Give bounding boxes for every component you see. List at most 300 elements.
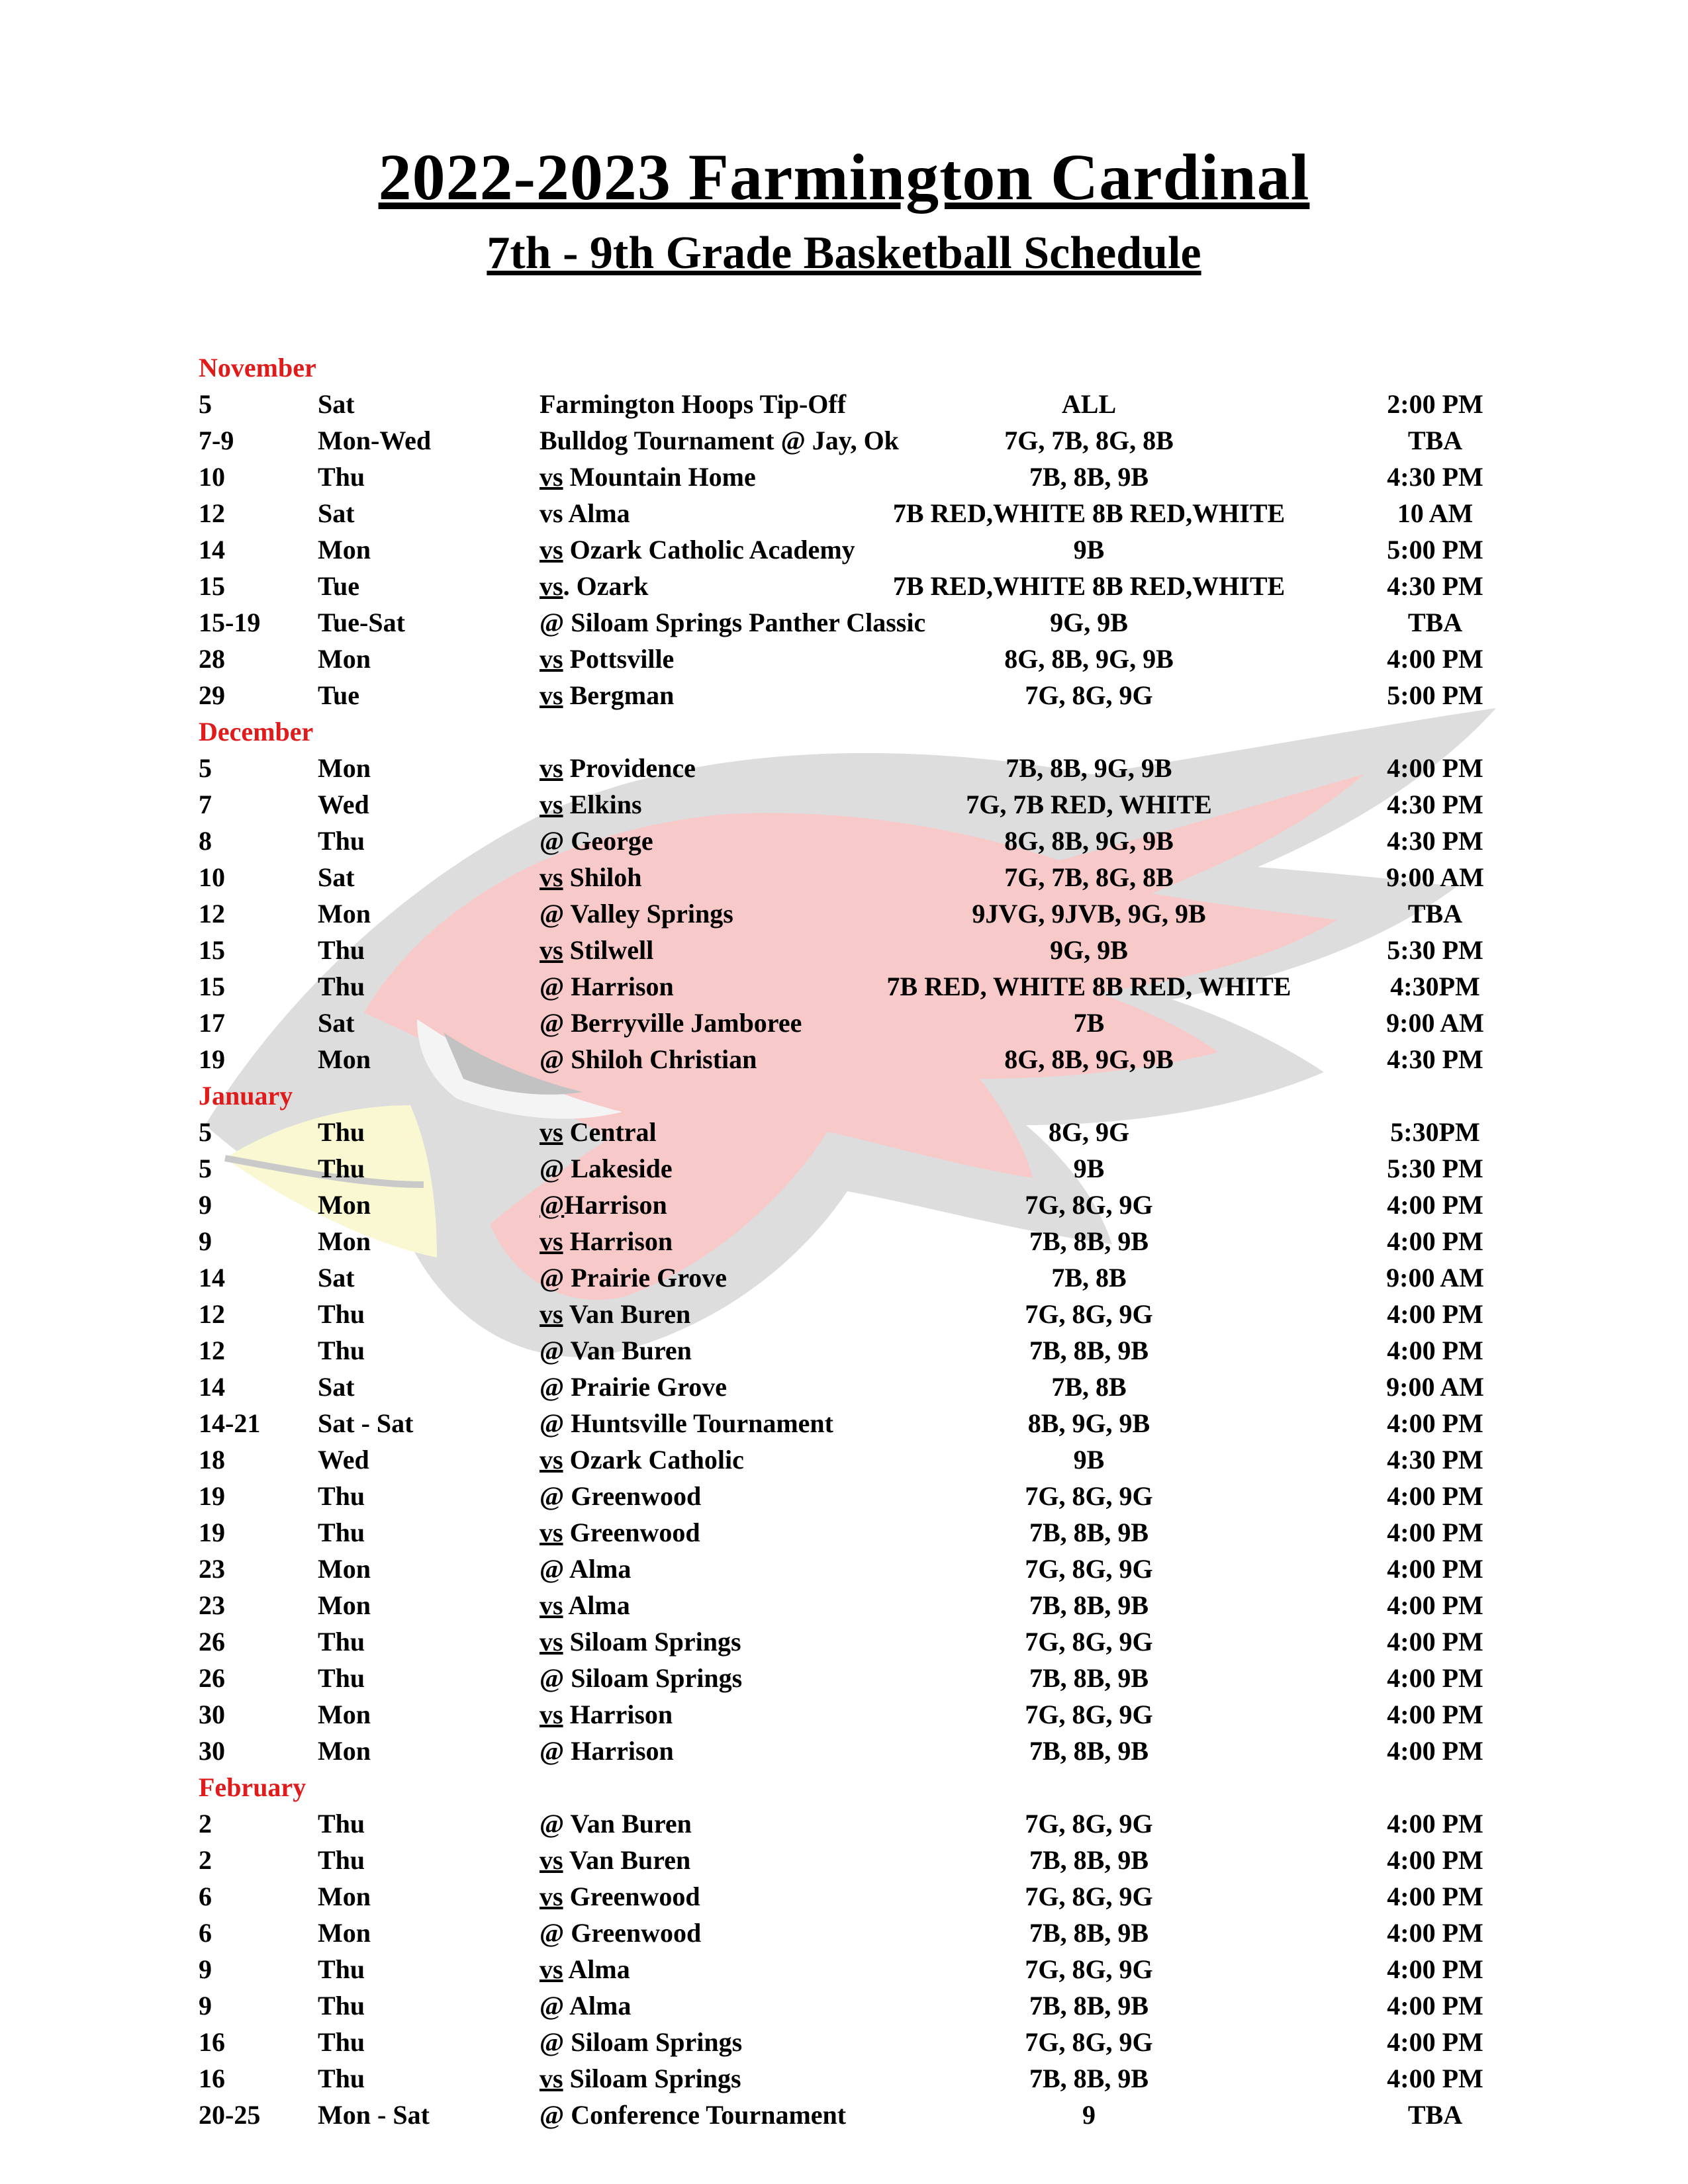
game-time: TBA xyxy=(1407,2100,1463,2130)
game-date: 9 xyxy=(199,1991,212,2021)
game-opponent xyxy=(539,534,855,565)
game-day: Mon xyxy=(318,1700,371,1729)
game-time: 4:30 PM xyxy=(1387,462,1483,492)
game-teams: 7G, 8G, 9G xyxy=(1025,1882,1153,1911)
game-time: 4:00 PM xyxy=(1387,2027,1483,2057)
game-teams: 7G, 8G, 9G xyxy=(1025,680,1153,710)
game-time: 4:00 PM xyxy=(1387,753,1483,783)
game-date: 14 xyxy=(199,1372,225,1402)
game-teams: 7B, 8B xyxy=(1051,1372,1127,1402)
schedule-row xyxy=(0,1551,1688,1587)
game-day: Tue xyxy=(318,680,360,710)
schedule-row xyxy=(0,1369,1688,1405)
game-teams: 7G, 8G, 9G xyxy=(1025,1700,1153,1729)
month-header xyxy=(0,1769,1688,1805)
game-day: Tue-Sat xyxy=(318,608,405,637)
game-opponent-name: @ George xyxy=(539,826,653,856)
game-day: Mon xyxy=(318,1226,371,1256)
game-opponent xyxy=(539,1226,673,1257)
game-opponent-name: Central xyxy=(563,1117,657,1147)
game-opponent-name: Harrison xyxy=(563,1226,673,1256)
game-day: Sat - Sat xyxy=(318,1408,414,1438)
game-opponent-name: Alma xyxy=(563,1590,630,1620)
schedule-row xyxy=(0,1005,1688,1041)
game-prefix: vs xyxy=(539,1845,563,1875)
schedule-row xyxy=(0,1041,1688,1077)
game-opponent-name: @ Van Buren xyxy=(539,1336,692,1365)
game-teams: 7G, 7B, 8G, 8B xyxy=(1004,862,1174,892)
game-prefix: vs xyxy=(539,571,563,601)
game-teams: 9 xyxy=(1082,2100,1096,2130)
game-opponent xyxy=(539,1007,802,1038)
month-label: November xyxy=(199,353,316,383)
schedule-row xyxy=(0,1259,1688,1296)
game-day: Thu xyxy=(318,2064,365,2093)
game-opponent-name: @ Harrison xyxy=(539,1736,674,1766)
game-opponent-name: Shiloh xyxy=(563,862,642,892)
game-opponent-name: @ Valley Springs xyxy=(539,899,733,929)
game-opponent xyxy=(539,1116,657,1148)
game-opponent-name: Ozark Catholic Academy xyxy=(563,535,855,565)
game-prefix: vs xyxy=(539,535,563,565)
schedule-row xyxy=(0,568,1688,604)
game-day: Tue xyxy=(318,571,360,601)
schedule-row xyxy=(0,895,1688,932)
game-opponent-name: @ Alma xyxy=(539,1554,632,1584)
game-opponent-name: Bulldog Tournament @ Jay, Ok xyxy=(539,426,899,455)
game-teams: 7B, 8B xyxy=(1051,1263,1127,1293)
game-opponent-name: @ Greenwood xyxy=(539,1481,702,1511)
game-day: Thu xyxy=(318,1991,365,2021)
game-date: 15 xyxy=(199,972,225,1001)
game-day: Thu xyxy=(318,1154,365,1183)
game-teams: 7B, 8B, 9B xyxy=(1029,1736,1149,1766)
game-date: 30 xyxy=(199,1736,225,1766)
game-prefix: vs xyxy=(539,935,563,965)
game-teams: 9B xyxy=(1073,1445,1105,1475)
game-opponent-name: @ Shiloh Christian xyxy=(539,1044,757,1074)
game-opponent xyxy=(539,1298,690,1330)
game-opponent-name: @ Siloam Springs Panther Classic xyxy=(539,608,926,637)
schedule-row xyxy=(0,1660,1688,1696)
game-teams: 7G, 8G, 9G xyxy=(1025,2027,1153,2057)
game-opponent-name: Pottsville xyxy=(563,644,675,674)
game-teams: 7G, 8G, 9G xyxy=(1025,1554,1153,1584)
schedule-row xyxy=(0,1696,1688,1733)
game-time: 4:00 PM xyxy=(1387,1663,1483,1693)
game-opponent xyxy=(539,1626,741,1657)
game-prefix: vs xyxy=(539,1226,563,1256)
game-opponent-name: Van Buren xyxy=(563,1299,691,1329)
game-date: 12 xyxy=(199,1299,225,1329)
game-day: Sat xyxy=(318,498,355,528)
game-time: TBA xyxy=(1407,426,1463,455)
game-opponent-name: vs Alma xyxy=(539,498,630,528)
game-prefix: vs xyxy=(539,1518,563,1547)
game-day: Sat xyxy=(318,1008,355,1038)
game-opponent-name: Siloam Springs xyxy=(563,1627,741,1657)
schedule-row xyxy=(0,1223,1688,1259)
month-label: January xyxy=(199,1081,293,1111)
game-opponent xyxy=(539,1153,673,1184)
game-day: Mon xyxy=(318,1590,371,1620)
game-teams: 7B, 8B, 9B xyxy=(1029,1336,1149,1365)
game-opponent xyxy=(539,643,674,674)
game-opponent xyxy=(539,898,733,929)
game-date: 7-9 xyxy=(199,426,234,455)
schedule-row xyxy=(0,1187,1688,1223)
game-day: Thu xyxy=(318,1809,365,1839)
game-date: 8 xyxy=(199,826,212,856)
game-prefix: vs xyxy=(539,1882,563,1911)
game-time: 4:00 PM xyxy=(1387,1736,1483,1766)
game-prefix: vs xyxy=(539,680,563,710)
game-day: Mon xyxy=(318,899,371,929)
game-day: Mon xyxy=(318,644,371,674)
game-prefix: vs xyxy=(539,644,563,674)
game-prefix: @ xyxy=(539,1190,565,1220)
game-teams: ALL xyxy=(1061,389,1117,419)
game-date: 14-21 xyxy=(199,1408,261,1438)
game-opponent xyxy=(539,570,648,602)
game-day: Thu xyxy=(318,935,365,965)
schedule-row xyxy=(0,1514,1688,1551)
game-prefix: vs xyxy=(539,1700,563,1729)
month-header xyxy=(0,349,1688,386)
game-date: 28 xyxy=(199,644,225,674)
schedule-row xyxy=(0,1587,1688,1623)
game-date: 2 xyxy=(199,1845,212,1875)
game-opponent-name: @ Alma xyxy=(539,1991,632,2021)
game-date: 12 xyxy=(199,899,225,929)
game-date: 23 xyxy=(199,1554,225,1584)
schedule-row xyxy=(0,386,1688,422)
game-teams: 7B RED,WHITE 8B RED,WHITE xyxy=(892,571,1286,601)
game-date: 10 xyxy=(199,462,225,492)
game-opponent xyxy=(539,1808,692,1839)
game-opponent-name: Ozark Catholic xyxy=(563,1445,744,1475)
game-opponent xyxy=(539,789,642,820)
game-time: TBA xyxy=(1407,608,1463,637)
game-opponent-name: @ Prairie Grove xyxy=(539,1263,727,1293)
game-day: Mon - Sat xyxy=(318,2100,430,2130)
game-prefix: vs xyxy=(539,1299,563,1329)
game-day: Sat xyxy=(318,389,355,419)
game-opponent xyxy=(539,1590,630,1621)
schedule-row xyxy=(0,1733,1688,1769)
schedule-row xyxy=(0,1441,1688,1478)
schedule-row xyxy=(0,677,1688,713)
game-opponent xyxy=(539,680,674,711)
game-opponent-name: . Ozark xyxy=(563,571,649,601)
game-opponent-name: Alma xyxy=(563,1954,630,1984)
game-date: 20-25 xyxy=(199,2100,261,2130)
game-opponent xyxy=(539,825,653,856)
game-time: 5:00 PM xyxy=(1387,535,1483,565)
schedule-list xyxy=(0,349,1688,2133)
schedule-row xyxy=(0,1915,1688,1951)
schedule-row xyxy=(0,1150,1688,1187)
schedule-row xyxy=(0,531,1688,568)
game-opponent xyxy=(539,1699,673,1730)
schedule-row xyxy=(0,1842,1688,1878)
game-opponent-name: Greenwood xyxy=(563,1882,700,1911)
game-time: 9:00 AM xyxy=(1386,1263,1484,1293)
game-opponent-name: @ Van Buren xyxy=(539,1809,692,1839)
game-date: 12 xyxy=(199,1336,225,1365)
game-opponent xyxy=(539,1480,701,1512)
game-time: 4:00 PM xyxy=(1387,644,1483,674)
game-time: 4:00 PM xyxy=(1387,1991,1483,2021)
game-day: Sat xyxy=(318,1372,355,1402)
schedule-row xyxy=(0,823,1688,859)
game-day: Wed xyxy=(318,1445,369,1475)
game-opponent xyxy=(539,2099,846,2130)
game-prefix: vs xyxy=(539,1954,563,1984)
game-day: Thu xyxy=(318,1954,365,1984)
schedule-row xyxy=(0,1623,1688,1660)
game-prefix: vs xyxy=(539,1117,563,1147)
game-opponent xyxy=(539,1262,727,1293)
game-day: Mon xyxy=(318,1736,371,1766)
game-teams: 7B, 8B, 9B xyxy=(1029,1590,1149,1620)
game-time: 4:00 PM xyxy=(1387,1190,1483,1220)
game-date: 19 xyxy=(199,1518,225,1547)
game-date: 14 xyxy=(199,1263,225,1293)
game-day: Thu xyxy=(318,972,365,1001)
game-time: 4:00 PM xyxy=(1387,1554,1483,1584)
game-day: Thu xyxy=(318,2027,365,2057)
game-opponent xyxy=(539,461,756,492)
game-teams: 8G, 8B, 9G, 9B xyxy=(1004,826,1174,856)
game-teams: 7G, 8G, 9G xyxy=(1025,1299,1153,1329)
game-day: Thu xyxy=(318,826,365,856)
game-opponent-name: Mountain Home xyxy=(563,462,756,492)
schedule-row xyxy=(0,1478,1688,1514)
game-opponent xyxy=(539,971,674,1002)
game-time: 4:00 PM xyxy=(1387,1299,1483,1329)
game-teams: 7B RED, WHITE 8B RED, WHITE xyxy=(886,972,1291,1001)
game-date: 15 xyxy=(199,935,225,965)
game-date: 17 xyxy=(199,1008,225,1038)
game-date: 9 xyxy=(199,1954,212,1984)
game-date: 19 xyxy=(199,1044,225,1074)
game-teams: 7G, 7B, 8G, 8B xyxy=(1004,426,1174,455)
game-date: 14 xyxy=(199,535,225,565)
schedule-row xyxy=(0,1332,1688,1369)
game-date: 16 xyxy=(199,2064,225,2093)
game-teams: 7G, 8G, 9G xyxy=(1025,1809,1153,1839)
game-opponent xyxy=(539,1335,692,1366)
game-time: 9:00 AM xyxy=(1386,1008,1484,1038)
game-time: 4:30 PM xyxy=(1387,826,1483,856)
schedule-row xyxy=(0,786,1688,823)
game-time: TBA xyxy=(1407,899,1463,929)
game-time: 5:30 PM xyxy=(1387,935,1483,965)
game-teams: 8B, 9G, 9B xyxy=(1027,1408,1150,1438)
game-time: 4:00 PM xyxy=(1387,1590,1483,1620)
game-teams: 7B, 8B, 9B xyxy=(1029,1518,1149,1547)
game-opponent xyxy=(539,1735,674,1766)
game-opponent xyxy=(539,607,925,638)
game-date: 6 xyxy=(199,1882,212,1911)
game-date: 30 xyxy=(199,1700,225,1729)
game-prefix: vs xyxy=(539,753,563,783)
game-day: Thu xyxy=(318,1117,365,1147)
schedule-row xyxy=(0,1987,1688,2024)
game-day: Mon xyxy=(318,1044,371,1074)
game-opponent xyxy=(539,2026,742,2058)
schedule-row xyxy=(0,459,1688,495)
game-teams: 9JVG, 9JVB, 9G, 9B xyxy=(972,899,1206,929)
game-prefix: vs xyxy=(539,1627,563,1657)
game-opponent xyxy=(539,1917,701,1948)
game-opponent xyxy=(539,934,653,966)
game-time: 4:30 PM xyxy=(1387,1044,1483,1074)
game-day: Mon xyxy=(318,753,371,783)
schedule-row xyxy=(0,604,1688,641)
game-teams: 7B xyxy=(1073,1008,1105,1038)
game-time: 9:00 AM xyxy=(1386,862,1484,892)
game-day: Thu xyxy=(318,1299,365,1329)
game-day: Thu xyxy=(318,1518,365,1547)
game-time: 4:00 PM xyxy=(1387,1481,1483,1511)
game-teams: 7B, 8B, 9G, 9B xyxy=(1006,753,1172,783)
schedule-row xyxy=(0,1114,1688,1150)
game-opponent-name: Van Buren xyxy=(563,1845,691,1875)
game-time: 2:00 PM xyxy=(1387,389,1483,419)
page-subtitle: 7th - 9th Grade Basketball Schedule xyxy=(487,228,1201,279)
game-opponent xyxy=(539,1408,833,1439)
game-time: 4:00 PM xyxy=(1387,1882,1483,1911)
game-opponent xyxy=(539,1517,700,1548)
game-opponent xyxy=(539,1371,727,1402)
game-teams: 7G, 7B RED, WHITE xyxy=(966,790,1212,819)
game-time: 4:00 PM xyxy=(1387,1627,1483,1657)
game-prefix: vs xyxy=(539,1590,563,1620)
game-opponent-name: Providence xyxy=(563,753,696,783)
game-date: 5 xyxy=(199,1154,212,1183)
game-teams: 9B xyxy=(1073,535,1105,565)
game-opponent-name: @ Siloam Springs xyxy=(539,1663,743,1693)
game-opponent-name: Siloam Springs xyxy=(563,2064,741,2093)
game-opponent xyxy=(539,752,696,784)
game-opponent-name: Harrison xyxy=(563,1700,673,1729)
game-teams: 7B, 8B, 9B xyxy=(1029,1663,1149,1693)
game-day: Sat xyxy=(318,862,355,892)
game-date: 7 xyxy=(199,790,212,819)
game-teams: 7B, 8B, 9B xyxy=(1029,1991,1149,2021)
game-date: 6 xyxy=(199,1918,212,1948)
game-opponent-name: @ Huntsville Tournament xyxy=(539,1408,833,1438)
game-date: 9 xyxy=(199,1226,212,1256)
schedule-row xyxy=(0,968,1688,1005)
game-opponent xyxy=(539,498,630,529)
game-teams: 8G, 8B, 9G, 9B xyxy=(1004,644,1174,674)
game-opponent xyxy=(539,1444,744,1475)
game-teams: 8G, 8B, 9G, 9B xyxy=(1004,1044,1174,1074)
game-time: 5:00 PM xyxy=(1387,680,1483,710)
game-teams: 7B, 8B, 9B xyxy=(1029,1845,1149,1875)
game-teams: 7G, 8G, 9G xyxy=(1025,1627,1153,1657)
game-time: 4:00 PM xyxy=(1387,1954,1483,1984)
game-date: 23 xyxy=(199,1590,225,1620)
game-time: 4:00 PM xyxy=(1387,1408,1483,1438)
game-opponent xyxy=(539,1844,690,1876)
game-teams: 7B, 8B, 9B xyxy=(1029,1918,1149,1948)
game-date: 18 xyxy=(199,1445,225,1475)
game-prefix: vs xyxy=(539,790,563,819)
game-opponent-name: @ Harrison xyxy=(539,972,674,1001)
schedule-row xyxy=(0,1951,1688,1987)
schedule-row xyxy=(0,422,1688,459)
game-opponent xyxy=(539,425,899,456)
game-teams: 9G, 9B xyxy=(1050,935,1128,965)
game-teams: 7G, 8G, 9G xyxy=(1025,1481,1153,1511)
game-teams: 7B RED,WHITE 8B RED,WHITE xyxy=(892,498,1286,528)
game-opponent xyxy=(539,388,846,420)
game-date: 19 xyxy=(199,1481,225,1511)
month-label: February xyxy=(199,1772,306,1802)
game-opponent-name: Farmington Hoops Tip-Off xyxy=(539,389,847,419)
game-opponent-name: @ Siloam Springs xyxy=(539,2027,743,2057)
month-label: December xyxy=(199,717,314,747)
month-header xyxy=(0,713,1688,750)
game-opponent xyxy=(539,1553,631,1584)
game-opponent xyxy=(539,1881,700,1912)
game-date: 5 xyxy=(199,753,212,783)
game-date: 15-19 xyxy=(199,608,261,637)
game-day: Thu xyxy=(318,1336,365,1365)
game-date: 2 xyxy=(199,1809,212,1839)
game-time: 5:30PM xyxy=(1390,1117,1480,1147)
game-day: Mon-Wed xyxy=(318,426,432,455)
game-time: 4:00 PM xyxy=(1387,1809,1483,1839)
game-prefix: vs xyxy=(539,2064,563,2093)
schedule-row xyxy=(0,495,1688,531)
game-time: 4:00 PM xyxy=(1387,1845,1483,1875)
game-opponent xyxy=(539,1044,757,1075)
game-teams: 9B xyxy=(1073,1154,1105,1183)
game-opponent xyxy=(539,2063,741,2094)
game-date: 26 xyxy=(199,1627,225,1657)
game-day: Mon xyxy=(318,1918,371,1948)
schedule-row xyxy=(0,2024,1688,2060)
game-time: 4:00 PM xyxy=(1387,1226,1483,1256)
game-date: 16 xyxy=(199,2027,225,2057)
game-teams: 7G, 8G, 9G xyxy=(1025,1190,1153,1220)
game-opponent-name: @ Conference Tournament xyxy=(539,2100,847,2130)
schedule-row xyxy=(0,2060,1688,2097)
game-opponent-name: Greenwood xyxy=(563,1518,700,1547)
game-day: Thu xyxy=(318,1627,365,1657)
game-opponent-name: Stilwell xyxy=(563,935,654,965)
game-opponent-name: Harrison xyxy=(564,1190,667,1220)
game-day: Mon xyxy=(318,1190,371,1220)
game-teams: 7B, 8B, 9B xyxy=(1029,2064,1149,2093)
schedule-row xyxy=(0,641,1688,677)
game-time: 4:30 PM xyxy=(1387,790,1483,819)
schedule-row xyxy=(0,750,1688,786)
game-prefix: vs xyxy=(539,1445,563,1475)
game-time: 4:30 PM xyxy=(1387,1445,1483,1475)
game-opponent xyxy=(539,1189,667,1220)
game-day: Mon xyxy=(318,1882,371,1911)
game-prefix: vs xyxy=(539,462,563,492)
schedule-row xyxy=(0,1296,1688,1332)
game-day: Thu xyxy=(318,462,365,492)
game-day: Mon xyxy=(318,1554,371,1584)
